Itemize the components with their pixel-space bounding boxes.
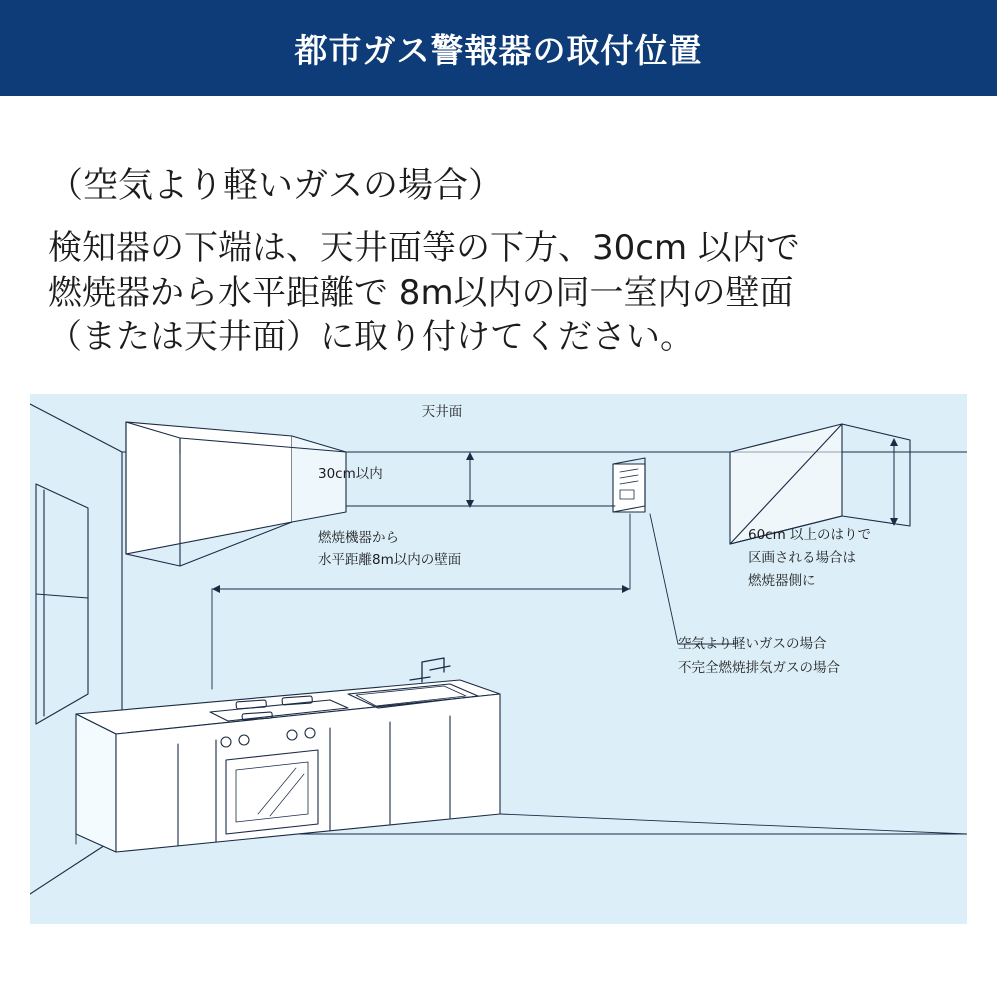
page-title: 都市ガス警報器の取付位置 (294, 30, 703, 70)
description-line-3: （または天井面）に取り付けてください。 (48, 317, 694, 358)
label-beam-line3: 燃焼器側に (748, 573, 816, 590)
description-paragraph (40, 226, 957, 361)
label-beam-line2: 区画される場合は (748, 550, 856, 567)
label-wall-distance-line1: 燃焼機器から (318, 530, 399, 547)
description-line-2: 燃焼器から水平距離で 8m以内の同一室内の壁面 (48, 272, 794, 313)
label-gas-line1: 空気より軽いガスの場合 (678, 636, 827, 653)
page-header (0, 0, 997, 96)
label-ceiling: 天井面 (421, 404, 463, 421)
content-area (0, 162, 997, 360)
diagram-figure (0, 394, 997, 924)
label-beam-line1: 60cm 以上のはりで (748, 527, 872, 544)
lead-line: （空気より軽いガスの場合） (48, 166, 504, 206)
kitchen-diagram-svg (30, 394, 967, 924)
description-line-1: 検知器の下端は、天井面等の下方、30cm 以内で (48, 227, 800, 268)
lead-text (40, 162, 957, 212)
label-wall-distance-line2: 水平距離8m以内の壁面 (318, 552, 462, 569)
counter-left-face (76, 714, 116, 852)
label-gas-line2: 不完全燃焼排気ガスの場合 (678, 660, 840, 677)
detector-body (613, 464, 645, 512)
label-within-30cm: 30cm以内 (318, 466, 383, 483)
